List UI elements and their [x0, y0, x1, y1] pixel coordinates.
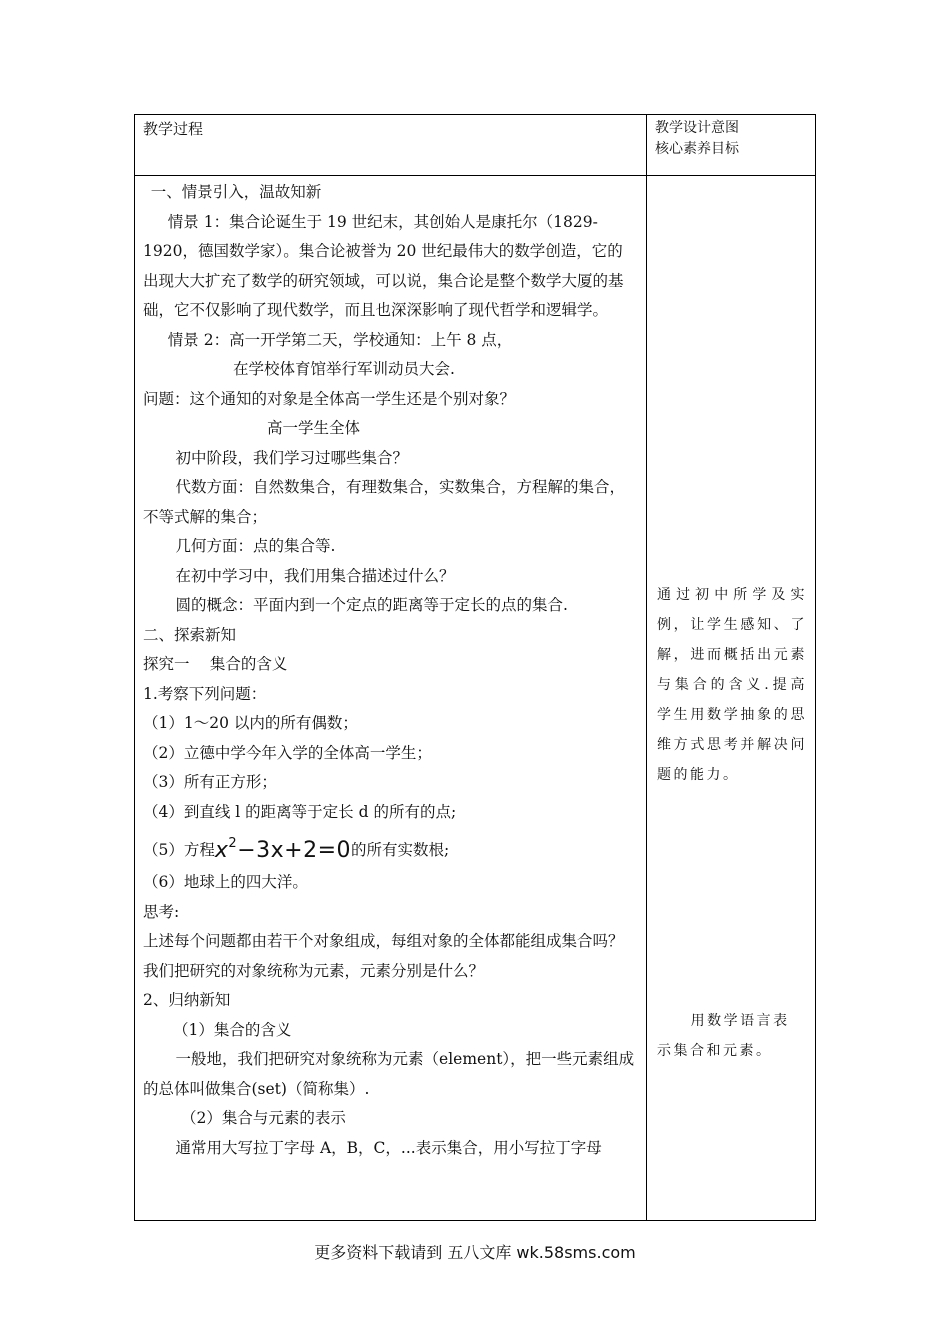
design-note-2-line2: 示集合和元素。 [657, 1043, 773, 1059]
think-label: 思考: [143, 902, 180, 921]
representation-title: （2）集合与元素的表示 [181, 1109, 346, 1127]
lesson-table [134, 114, 816, 1221]
list-item-6: （6）地球上的四大洋。 [143, 873, 308, 891]
table-body-row [135, 176, 816, 1221]
algebra-paragraph: 代数方面：自然数集合，有理数集合，实数集合，方程解的集合，不等式解的集合； [143, 478, 626, 526]
induce-title: 2、归纳新知 [143, 991, 231, 1009]
section2-title: 二、探索新知 [143, 625, 237, 644]
explore1-title: 探究一 集合的含义 [143, 655, 288, 673]
definition-paragraph: 一般地，我们把研究对象统称为元素（element），把一些元素组成的总体叫做集合(set)（简称集）. [143, 1050, 635, 1098]
item5-prefix: （5）方程 [143, 841, 215, 859]
footer-download-link[interactable]: 更多资料下载请到 五八文库 wk.58sms.com [314, 1243, 636, 1262]
header-right-line1: 教学设计意图 [655, 120, 739, 136]
scene1-paragraph: 情景 1：集合论诞生于 19 世纪末，其创始人是康托尔（1829-1920，德国数学家）。集合论被誉为 20 世纪最伟大的数学创造，它的出现大大扩充了数学的研究领域，可以说，集合论是整个数学大厦的基础，它不仅影响了现代数学，而且也深深影响了现代哲学和逻辑学。 [143, 212, 624, 319]
list-item-2: （2）立德中学今年入学的全体高一学生； [143, 743, 432, 762]
scene2-line2: 在学校体育馆举行军训动员大会. [233, 360, 455, 378]
design-note-2-line1: 用数学语言表 [690, 1013, 790, 1029]
list-item-1: （1）1～20 以内的所有偶数； [143, 714, 358, 732]
table-header-row [135, 115, 816, 176]
geometry-paragraph: 几何方面：点的集合等. [175, 537, 336, 555]
design-note-2 [657, 1006, 807, 1066]
section1-title: 一、情景引入，温故知新 [150, 183, 322, 201]
equation [215, 838, 351, 863]
investigate-title: 1.考察下列问题： [143, 684, 267, 703]
list-item-5 [143, 827, 638, 868]
header-teaching-process: 教学过程 [135, 115, 647, 176]
teaching-process-cell [135, 176, 647, 1221]
list-item-4: （4）到直线 l 的距离等于定长 d 的所有的点; [143, 802, 457, 821]
scene2-line1: 情景 2：高一开学第二天，学校通知：上午 8 点， [167, 330, 513, 349]
item5-suffix: 的所有实数根; [351, 841, 450, 859]
design-intent-cell [647, 176, 816, 1221]
answer-line: 高一学生全体 [267, 419, 361, 437]
circle-concept: 圆的概念：平面内到一个定点的距离等于定长的点的集合. [175, 596, 568, 614]
equation-x: x [214, 838, 229, 863]
design-note-1: 通过初中所学及实例，让学生感知、了解，进而概括出元素与集合的含义.提高学生用数学抽象的思维方式思考并解决问题的能力。 [657, 587, 807, 783]
question-paragraph: 问题：这个通知的对象是全体高一学生还是个别对象？ [143, 389, 516, 408]
junior-question: 初中阶段，我们学习过哪些集合？ [175, 448, 409, 467]
meaning-title: （1）集合的含义 [173, 1020, 292, 1039]
representation-paragraph: 通常用大写拉丁字母 A，B，C，...表示集合，用小写拉丁字母 [175, 1138, 602, 1157]
equation-rest: −3x+2=0 [237, 838, 351, 863]
header-design-intent [647, 115, 816, 176]
list-item-3: （3）所有正方形； [143, 773, 277, 791]
describe-question: 在初中学习中，我们用集合描述过什么？ [175, 566, 455, 585]
header-right-line2: 核心素养目标 [655, 141, 739, 157]
think-paragraph: 上述每个问题都由若干个对象组成，每组对象的全体都能组成集合吗？我们把研究的对象统称为元素，元素分别是什么？ [143, 932, 624, 980]
equation-exponent: 2 [228, 836, 238, 851]
